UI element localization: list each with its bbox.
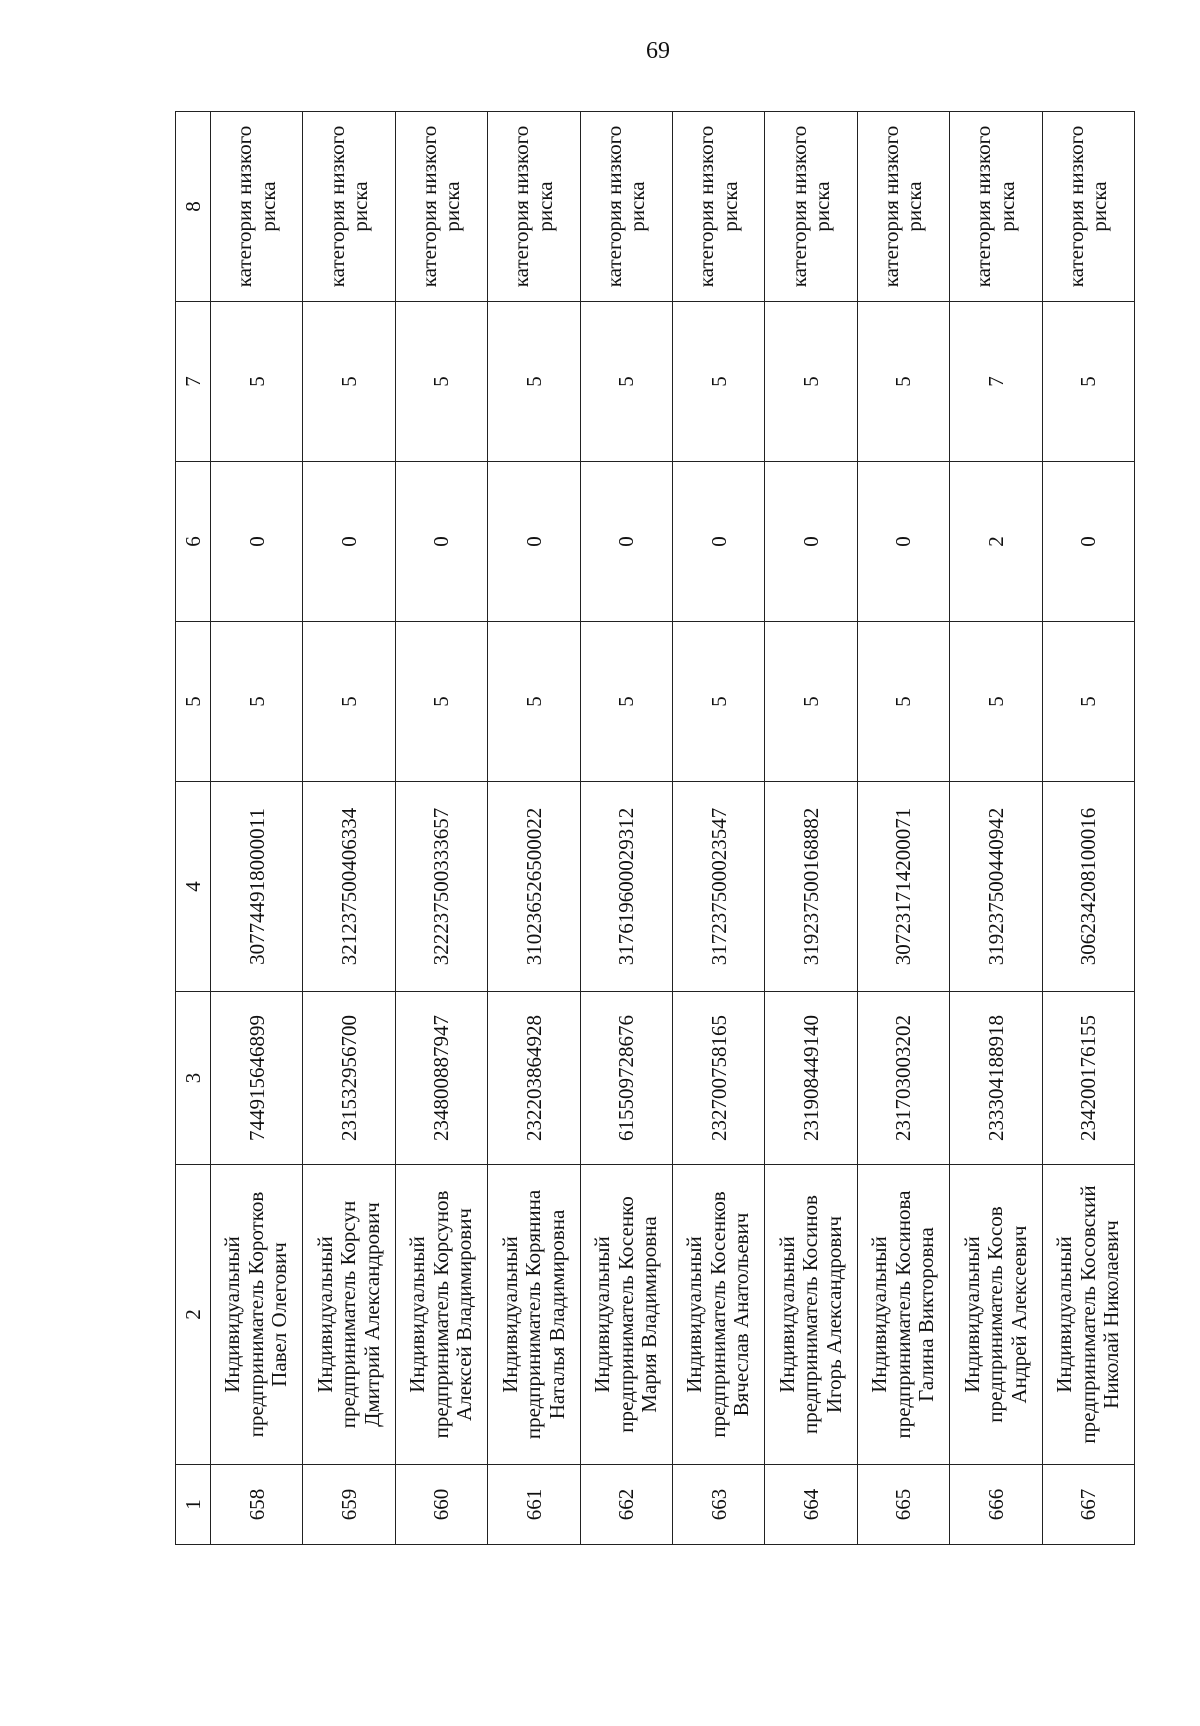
entrepreneur-name: Индивидуальный предприниматель Косинова Галина Викторовна xyxy=(857,1165,949,1465)
row-number: 659 xyxy=(303,1465,395,1545)
ogrnip-cell: 310236526500022 xyxy=(488,782,580,992)
column-header: 2 xyxy=(176,1165,211,1465)
col6-cell: 0 xyxy=(857,462,949,622)
ogrnip-cell: 317237500023547 xyxy=(672,782,764,992)
inn-cell: 231703003202 xyxy=(857,992,949,1165)
row-number: 664 xyxy=(765,1465,857,1545)
entrepreneur-name: Индивидуальный предприниматель Корсунов Алексей Владимирович xyxy=(395,1165,487,1465)
col5-cell: 5 xyxy=(395,622,487,782)
col7-cell: 5 xyxy=(580,302,672,462)
table-row xyxy=(488,112,580,1545)
col7-cell: 5 xyxy=(857,302,949,462)
col5-cell: 5 xyxy=(211,622,303,782)
entrepreneur-name: Индивидуальный предприниматель Корянина Наталья Владимировна xyxy=(488,1165,580,1465)
col7-cell: 5 xyxy=(672,302,764,462)
inn-cell: 231908449140 xyxy=(765,992,857,1165)
col5-cell: 5 xyxy=(857,622,949,782)
column-header: 6 xyxy=(176,462,211,622)
registry-table xyxy=(175,111,1135,1545)
inn-cell: 232203864928 xyxy=(488,992,580,1165)
col7-cell: 5 xyxy=(765,302,857,462)
col7-cell: 5 xyxy=(395,302,487,462)
risk-category-cell: категория низкого риска xyxy=(1042,112,1134,302)
row-number: 662 xyxy=(580,1465,672,1545)
entrepreneur-name: Индивидуальный предприниматель Косовский Николай Николаевич xyxy=(1042,1165,1134,1465)
risk-category-cell: категория низкого риска xyxy=(857,112,949,302)
risk-category-cell: категория низкого риска xyxy=(395,112,487,302)
column-header: 8 xyxy=(176,112,211,302)
inn-cell: 231532956700 xyxy=(303,992,395,1165)
inn-cell: 744915646899 xyxy=(211,992,303,1165)
col7-cell: 5 xyxy=(303,302,395,462)
risk-category-cell: категория низкого риска xyxy=(488,112,580,302)
col5-cell: 5 xyxy=(672,622,764,782)
col5-cell: 5 xyxy=(765,622,857,782)
row-number: 661 xyxy=(488,1465,580,1545)
ogrnip-cell: 319237500440942 xyxy=(950,782,1042,992)
table-row xyxy=(211,112,303,1545)
table-row xyxy=(672,112,764,1545)
inn-cell: 232700758165 xyxy=(672,992,764,1165)
col6-cell: 0 xyxy=(303,462,395,622)
ogrnip-cell: 306234208100016 xyxy=(1042,782,1134,992)
ogrnip-cell: 307744918000011 xyxy=(211,782,303,992)
table-row xyxy=(857,112,949,1545)
row-number: 660 xyxy=(395,1465,487,1545)
col7-cell: 5 xyxy=(211,302,303,462)
risk-category-cell: категория низкого риска xyxy=(950,112,1042,302)
col6-cell: 2 xyxy=(950,462,1042,622)
ogrnip-cell: 321237500406334 xyxy=(303,782,395,992)
col5-cell: 5 xyxy=(580,622,672,782)
entrepreneur-name: Индивидуальный предприниматель Косенков Вячеслав Анатольевич xyxy=(672,1165,764,1465)
row-number: 667 xyxy=(1042,1465,1134,1545)
table-row xyxy=(950,112,1042,1545)
row-number: 665 xyxy=(857,1465,949,1545)
col7-cell: 5 xyxy=(1042,302,1134,462)
col7-cell: 5 xyxy=(488,302,580,462)
col5-cell: 5 xyxy=(488,622,580,782)
col6-cell: 0 xyxy=(580,462,672,622)
row-number: 663 xyxy=(672,1465,764,1545)
col6-cell: 0 xyxy=(672,462,764,622)
table-row xyxy=(1042,112,1134,1545)
col6-cell: 0 xyxy=(1042,462,1134,622)
risk-category-cell: категория низкого риска xyxy=(211,112,303,302)
ogrnip-cell: 317619600029312 xyxy=(580,782,672,992)
entrepreneur-name: Индивидуальный предприниматель Косенко Мария Владимировна xyxy=(580,1165,672,1465)
ogrnip-cell: 307231714200071 xyxy=(857,782,949,992)
row-number: 666 xyxy=(950,1465,1042,1545)
col6-cell: 0 xyxy=(395,462,487,622)
inn-cell: 234800887947 xyxy=(395,992,487,1165)
column-header: 3 xyxy=(176,992,211,1165)
entrepreneur-name: Индивидуальный предприниматель Косов Андрей Алексеевич xyxy=(950,1165,1042,1465)
table-row xyxy=(580,112,672,1545)
inn-cell: 234200176155 xyxy=(1042,992,1134,1165)
inn-cell: 615509728676 xyxy=(580,992,672,1165)
page-number: 69 xyxy=(646,38,670,64)
column-header: 1 xyxy=(176,1465,211,1545)
header-row xyxy=(176,112,211,1545)
column-header: 5 xyxy=(176,622,211,782)
risk-category-cell: категория низкого риска xyxy=(672,112,764,302)
row-number: 658 xyxy=(211,1465,303,1545)
column-header: 7 xyxy=(176,302,211,462)
col6-cell: 0 xyxy=(488,462,580,622)
column-header: 4 xyxy=(176,782,211,992)
risk-category-cell: категория низкого риска xyxy=(303,112,395,302)
col5-cell: 5 xyxy=(303,622,395,782)
risk-category-cell: категория низкого риска xyxy=(765,112,857,302)
entrepreneur-name: Индивидуальный предприниматель Коротков Павел Олегович xyxy=(211,1165,303,1465)
col5-cell: 5 xyxy=(950,622,1042,782)
risk-category-cell: категория низкого риска xyxy=(580,112,672,302)
col7-cell: 7 xyxy=(950,302,1042,462)
ogrnip-cell: 322237500333657 xyxy=(395,782,487,992)
col5-cell: 5 xyxy=(1042,622,1134,782)
col6-cell: 0 xyxy=(211,462,303,622)
table-row xyxy=(395,112,487,1545)
inn-cell: 233304188918 xyxy=(950,992,1042,1165)
registry-table-container xyxy=(175,112,1135,1545)
table-row xyxy=(303,112,395,1545)
entrepreneur-name: Индивидуальный предприниматель Косинов Игорь Александрович xyxy=(765,1165,857,1465)
ogrnip-cell: 319237500168882 xyxy=(765,782,857,992)
entrepreneur-name: Индивидуальный предприниматель Корсун Дмитрий Александрович xyxy=(303,1165,395,1465)
table-row xyxy=(765,112,857,1545)
col6-cell: 0 xyxy=(765,462,857,622)
